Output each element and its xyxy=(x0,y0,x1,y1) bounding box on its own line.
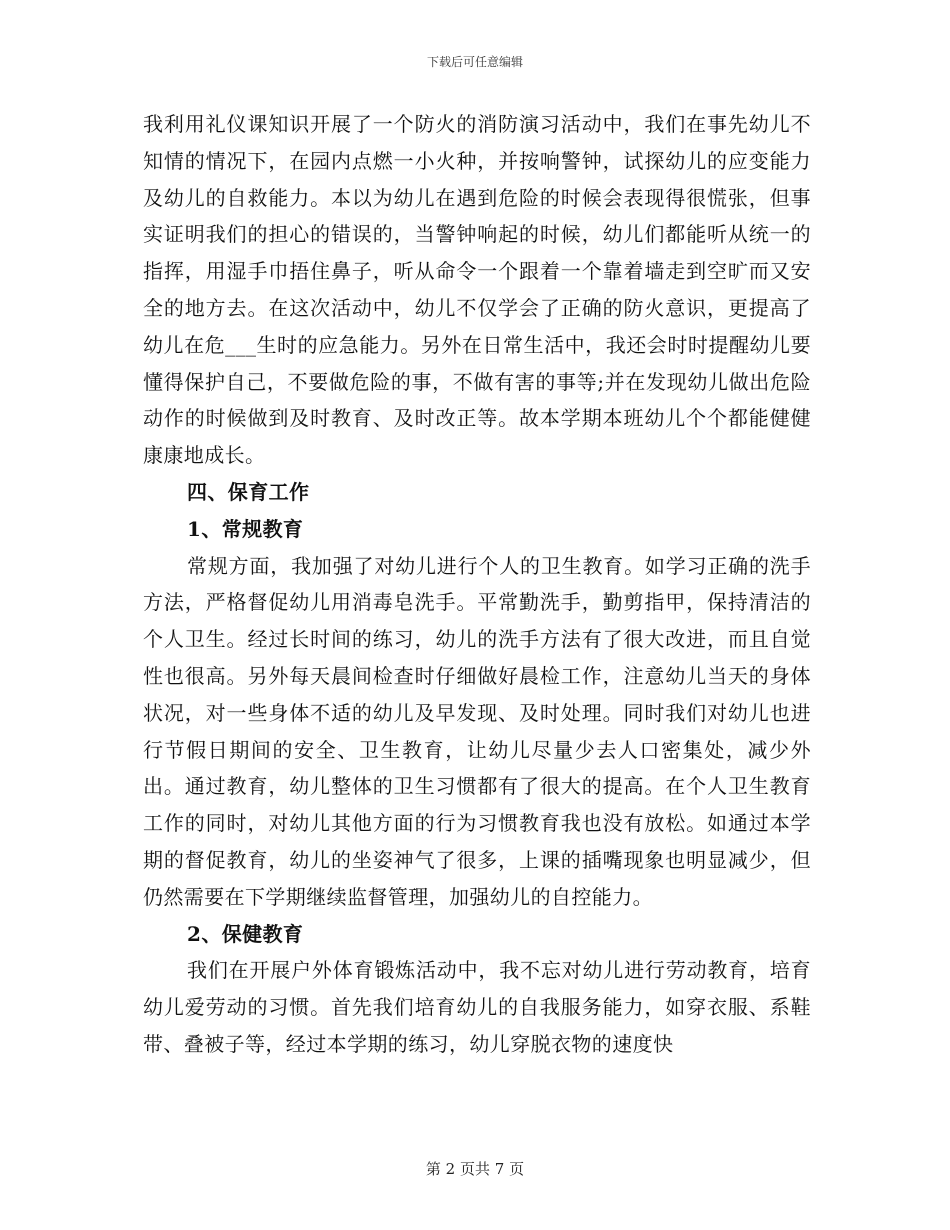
subsection-heading-routine-education: 1、常规教育 xyxy=(187,516,304,541)
document-body xyxy=(143,106,811,1063)
page-footer: 第 2 页共 7 页 xyxy=(425,1160,525,1178)
section-heading-care-work: 四、保育工作 xyxy=(187,479,310,504)
paragraph-fire-drill: 我利用礼仪课知识开展了一个防火的消防演习活动中，我们在事先幼儿不知情的情况下，在园内点燃一小火种，并按响警钟，试探幼儿的应变能力及幼儿的自救能力。本以为幼儿在遇到危险的时候会表现得很慌张，但事实证明我们的担心的错误的，当警钟响起的时候，幼儿们都能听从统一的指挥，用湿手巾捂住鼻子，听从命令一个跟着一个靠着墙走到空旷而又安全的地方去。在这次活动中，幼儿不仅学会了正确的防火意识，更提高了幼儿在危___生时的应急能力。另外在日常生活中，我还会时时提醒幼儿要懂得保护自己，不要做危险的事，不做有害的事等;并在发现幼儿做出危险动作的时候做到及时教育、及时改正等。故本学期本班幼儿个个都能健健康康地成长。 xyxy=(143,112,811,468)
subsection-heading-health-education: 2、保健教育 xyxy=(187,921,304,946)
page-header: 下载后可任意编辑 xyxy=(426,55,523,69)
paragraph-health-education: 我们在开展户外体育锻炼活动中，我不忘对幼儿进行劳动教育，培育幼儿爱劳动的习惯。首先我们培育幼儿的自我服务能力，如穿衣服、系鞋带、叠被子等，经过本学期的练习，幼儿穿脱衣物的速度快 xyxy=(143,958,811,1056)
paragraph-routine-education: 常规方面，我加强了对幼儿进行个人的卫生教育。如学习正确的洗手方法，严格督促幼儿用消毒皂洗手。平常勤洗手，勤剪指甲，保持清洁的个人卫生。经过长时间的练习，幼儿的洗手方法有了很大改进，而且自觉性也很高。另外每天晨间检查时仔细做好晨检工作，注意幼儿当天的身体状况，对一些身体不适的幼儿及早发现、及时处理。同时我们对幼儿也进行节假日期间的安全、卫生教育，让幼儿尽量少去人口密集处，减少外出。通过教育，幼儿整体的卫生习惯都有了很大的提高。在个人卫生教育工作的同时，对幼儿其他方面的行为习惯教育我也没有放松。如通过本学期的督促教育，幼儿的坐姿神气了很多，上课的插嘴现象也明显减少，但仍然需要在下学期继续监督管理，加强幼儿的自控能力。 xyxy=(143,553,811,909)
